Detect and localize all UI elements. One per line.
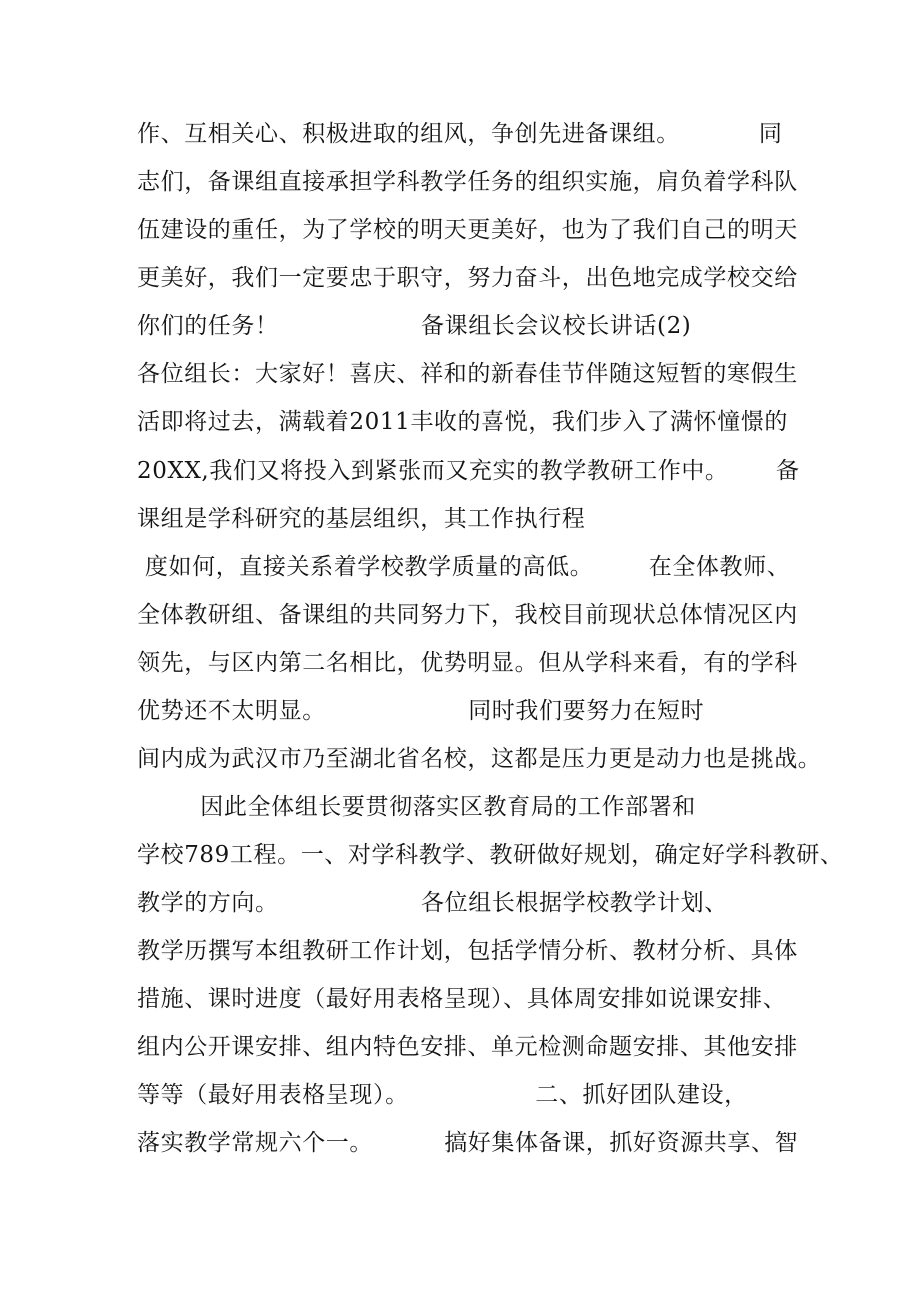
text-line-8: 20XX,我们又将投入到紧张而又充实的教学教研工作中。 备 (137, 458, 800, 484)
text-line-2: 志们，备课组直接承担学科教学任务的组织实施，肩负着学科队 (137, 169, 798, 195)
text-line-20: 组内公开课安排、组内特色安排、单元检测命题安排、其他安排 (137, 1034, 798, 1060)
text-line-17: 教学的方向。 各位组长根据学校教学计划、 (137, 890, 728, 916)
text-line-7: 活即将过去，满载着2011丰收的喜悦，我们步入了满怀憧憬的 (137, 409, 788, 435)
text-line-9: 课组是学科研究的基层组织，其工作执行程 (137, 506, 586, 532)
text-line-10: 度如何，直接关系着学校教学质量的高低。 在全体教师、 (137, 554, 791, 580)
text-line-12: 领先，与区内第二名相比，优势明显。但从学科来看，有的学科 (137, 650, 798, 676)
text-line-3: 伍建设的重任，为了学校的明天更美好，也为了我们自己的明天 (137, 217, 798, 243)
text-line-19: 措施、课时进度（最好用表格呈现）、具体周安排如说课安排、 (137, 986, 787, 1012)
text-line-13: 优势还不太明显。 同时我们要努力在短时 (137, 698, 705, 724)
text-line-6: 各位组长：大家好！喜庆、祥和的新春佳节伴随这短暂的寒假生 (137, 361, 798, 387)
text-line-16: 学校789工程。一、对学科教学、教研做好规划，确定好学科教研、 (137, 842, 844, 868)
text-line-1: 作、互相关心、积极进取的组风，争创先进备课组。 同 (137, 121, 783, 147)
text-line-15: 因此全体组长要贯彻落实区教育局的工作部署和 (137, 794, 696, 820)
text-line-22: 落实教学常规六个一。 搞好集体备课，抓好资源共享、智 (137, 1130, 799, 1156)
text-line-18: 教学历撰写本组教研工作计划，包括学情分析、教材分析、具体 (137, 938, 798, 964)
text-line-4: 更美好，我们一定要忠于职守，努力奋斗，出色地完成学校交给 (137, 265, 798, 291)
text-line-11: 全体教研组、备课组的共同努力下，我校目前现状总体情况区内 (137, 602, 798, 628)
text-line-14: 间内成为武汉市乃至湖北省名校，这都是压力更是动力也是挑战。 (137, 746, 822, 772)
text-line-21: 等等（最好用表格呈现）。 二、抓好团队建设， (137, 1082, 748, 1108)
text-line-5: 你们的任务！ 备课组长会议校长讲话(2) (137, 313, 692, 339)
